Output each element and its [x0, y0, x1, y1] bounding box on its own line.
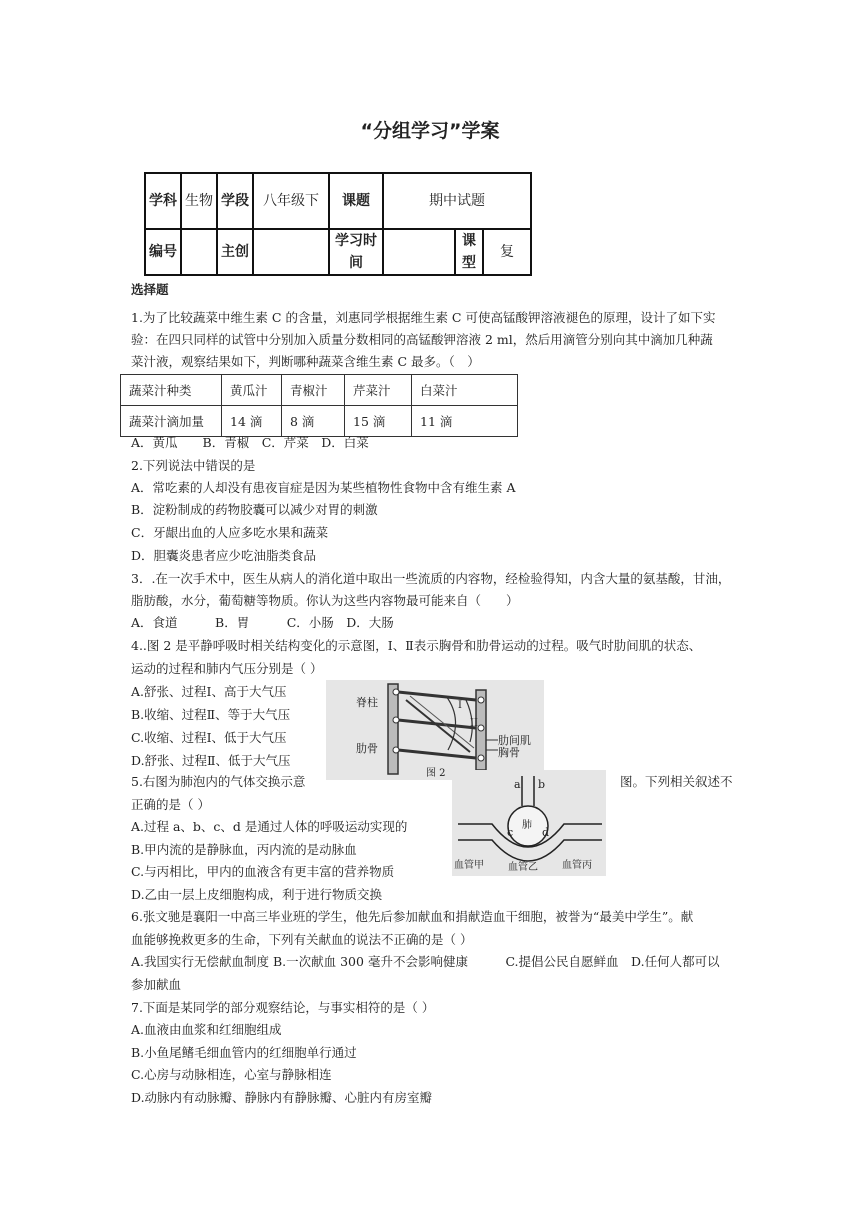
label-process-ii: II [470, 718, 478, 729]
q5-option: D.乙由一层上皮细胞构成，利于进行物质交换 [131, 887, 383, 902]
ribcage-illustration [326, 680, 544, 780]
time-value [383, 229, 455, 275]
q3-options: A．食道 B．胃 C．小肠 D．大肠 [131, 615, 394, 630]
author-label: 主创 [217, 229, 253, 275]
q3-line: 3．.在一次手术中，医生从病人的消化道中取出一些流质的内容物，经检验得知，内含大量的氨基酸，甘油， [131, 571, 731, 586]
q7-option: A.血液由血浆和红细胞组成 [131, 1022, 282, 1037]
gas-exchange-illustration [452, 770, 606, 876]
stage-value: 八年级下 [253, 173, 329, 229]
label-rib: 肋骨 [356, 742, 378, 755]
time-label: 学习时间 [329, 229, 383, 275]
q2-option: B．淀粉制成的药物胶囊可以减少对胃的刺激 [131, 502, 378, 517]
q4-line: 4..图 2 是平静呼吸时相关结构变化的示意图，Ⅰ、Ⅱ表示胸骨和肋骨运动的过程。吸气时肋间肌的状态、 [131, 638, 702, 653]
label-vessel-1: 血管甲 [454, 860, 484, 871]
breathing-diagram [326, 680, 544, 780]
label-b: b [538, 778, 546, 791]
q2-stem: 2.下列说法中错误的是 [131, 458, 256, 473]
label-muscle: 肋间肌 [498, 734, 531, 747]
stage-label: 学段 [217, 173, 253, 229]
q7-option: C.心房与动脉相连，心室与静脉相连 [131, 1067, 332, 1082]
q7-option: D.动脉内有动脉瓣、静脉内有静脉瓣、心脏内有房室瓣 [131, 1090, 433, 1105]
table-cell: 蔬菜汁滴加量 [121, 406, 222, 437]
q2-option: A．常吃素的人却没有患夜盲症是因为某些植物性食物中含有维生素 A [131, 480, 516, 495]
subject-label: 学科 [145, 173, 181, 229]
q2-option: D．胆囊炎患者应少吃油脂类食品 [131, 548, 317, 563]
q7-option: B.小鱼尾鳍毛细血管内的红细胞单行通过 [131, 1045, 357, 1060]
subject-value: 生物 [181, 173, 217, 229]
topic-label: 课题 [329, 173, 383, 229]
table-cell: 白菜汁 [412, 375, 518, 406]
label-sternum: 胸骨 [498, 746, 520, 759]
table-cell: 青椒汁 [282, 375, 345, 406]
label-vessel-3: 血管丙 [562, 860, 592, 871]
q7-stem: 7.下面是某同学的部分观察结论，与事实相符的是（ ） [131, 1000, 435, 1015]
vegetable-juice-table [120, 374, 518, 437]
label-process-i: I [458, 700, 462, 711]
table-cell: 11 滴 [412, 406, 518, 437]
q6-line: 6.张文驰是襄阳一中高三毕业班的学生，他先后参加献血和捐献造血干细胞，被誉为“最美中学生”。献 [131, 909, 694, 924]
topic-value: 期中试题 [383, 173, 531, 229]
q6-line: 血能够挽救更多的生命，下列有关献血的说法不正确的是（ ） [131, 932, 473, 947]
label-c: c [507, 826, 514, 839]
table-cell: 芹菜汁 [345, 375, 412, 406]
label-a: a [514, 778, 521, 791]
q5-option: C.与丙相比，甲内的血液含有更丰富的营养物质 [131, 864, 395, 879]
q4-option: C.收缩、过程Ⅰ、低于大气压 [131, 730, 287, 745]
number-label: 编号 [145, 229, 181, 275]
q3-line: 脂肪酸，水分，葡萄糖等物质。你认为这些内容物最可能来自（ ） [131, 593, 519, 608]
section-heading: 选择题 [131, 282, 169, 297]
table-cell: 蔬菜汁种类 [121, 375, 222, 406]
label-vessel-2: 血管乙 [508, 862, 538, 873]
q4-option: B.收缩、过程Ⅱ、等于大气压 [131, 707, 291, 722]
table-cell: 黄瓜汁 [222, 375, 282, 406]
table-cell: 15 滴 [345, 406, 412, 437]
q4-option: D.舒张、过程Ⅱ、低于大气压 [131, 753, 291, 768]
q6-line: 参加献血 [131, 977, 182, 992]
number-value [181, 229, 217, 275]
type-label: 课型 [455, 229, 483, 275]
table-cell: 8 滴 [282, 406, 345, 437]
q6-line: A.我国实行无偿献血制度 B.一次献血 300 毫升不会影响健康 C.提倡公民自愿鲜血 D.任何人都可以 [131, 954, 720, 969]
q5-line: 5.右图为肺泡内的气体交换示意 [131, 774, 306, 789]
q5-line: 正确的是（ ） [131, 797, 210, 812]
q1-line: 菜汁液，观察结果如下，判断哪种蔬菜含维生素 C 最多。（ ） [131, 354, 480, 369]
page-title: “分组学习”学案 [360, 120, 500, 142]
q5-option: A.过程 a、b、c、d 是通过人体的呼吸运动实现的 [131, 819, 408, 834]
q1-line: 1.为了比较蔬菜中维生素 C 的含量，刘惠同学根据维生素 C 可使高锰酸钾溶液褪色的原理，设计了如下实 [131, 310, 716, 325]
q1-line: 验：在四只同样的试管中分别加入质量分数相同的高锰酸钾溶液 2 ml，然后用滴管分别向其中滴加几种蔬 [131, 332, 713, 347]
q1-options: A．黄瓜 B．青椒 C．芹菜 D．白菜 [131, 435, 369, 450]
q5-option: B.甲内流的是静脉血，丙内流的是动脉血 [131, 842, 357, 857]
lesson-info-table [144, 172, 532, 276]
table-cell: 14 滴 [222, 406, 282, 437]
label-alveolus: 肺 [522, 820, 532, 831]
q2-option: C．牙龈出血的人应多吃水果和蔬菜 [131, 525, 329, 540]
figure-caption: 图 2 [426, 768, 446, 779]
type-value: 复 [483, 229, 531, 275]
q5-line: 图。下列相关叙述不 [620, 774, 733, 789]
label-spine: 脊柱 [356, 696, 378, 709]
q4-line: 运动的过程和肺内气压分别是（ ） [131, 661, 323, 676]
alveolus-diagram [452, 770, 606, 876]
q4-option: A.舒张、过程Ⅰ、高于大气压 [131, 684, 287, 699]
author-value [253, 229, 329, 275]
label-d: d [542, 826, 550, 839]
